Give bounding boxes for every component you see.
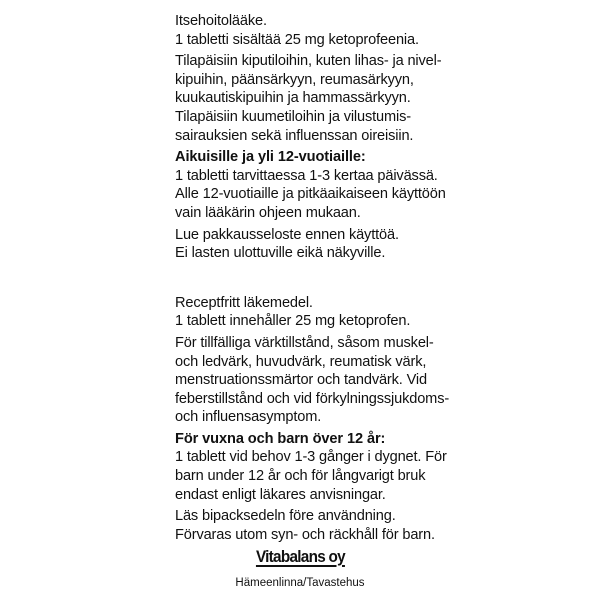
swedish-dosage-line: 1 tablett vid behov 1-3 gånger i dygnet. För (175, 449, 447, 466)
swedish-warning-line: Läs bipacksedeln före användning. (175, 508, 396, 525)
swedish-warning-line: Förvaras utom syn- och räckhåll för barn. (175, 526, 435, 543)
swedish-section (175, 294, 595, 545)
swedish-dosage-line: barn under 12 år och för långvarigt bruk (175, 468, 426, 485)
manufacturer-block (0, 547, 600, 589)
vitabalans-logo: Vitabalans oy (255, 547, 345, 566)
finnish-heading: Itsehoitolääke. (175, 13, 267, 29)
medicine-label-text (175, 12, 595, 544)
swedish-dosage-line: endast enligt läkares anvisningar. (175, 486, 386, 503)
swedish-indication-line: feberstillstånd och vid förkylningssjukdoms- (175, 390, 450, 407)
finnish-dosage-line: vain lääkärin ohjeen mukaan. (175, 204, 361, 221)
finnish-warning-line: Lue pakkausseloste ennen käyttöä. (175, 226, 399, 243)
manufacturer-city: Hämeenlinna/Tavastehus (235, 577, 365, 589)
finnish-warning-line: Ei lasten ulottuville eikä näkyville. (175, 245, 386, 262)
finnish-indication-line: sairauksien sekä influenssan oireisiin. (175, 127, 414, 144)
swedish-indication-line: och ledvärk, huvudvärk, reumatisk värk, (175, 353, 427, 370)
finnish-composition: 1 tabletti sisältää 25 mg ketoprofeenia. (175, 31, 419, 48)
swedish-dosage-heading: För vuxna och barn över 12 år: (175, 430, 386, 447)
finnish-indication-line: kuukautiskipuihin ja hammassärkyyn. (175, 90, 411, 107)
finnish-dosage-line: Alle 12-vuotiaille ja pitkäaikaiseen käyttöön (175, 186, 446, 203)
finnish-indication-line: kipuihin, päänsärkyyn, reumasärkyyn, (175, 71, 414, 88)
swedish-indication-line: För tillfälliga värktillstånd, såsom muskel- (175, 334, 434, 351)
swedish-heading: Receptfritt läkemedel. (175, 294, 313, 311)
finnish-indication-line: Tilapäisiin kuumetiloihin ja vilustumis- (175, 108, 411, 125)
swedish-indication-line: menstruationssmärtor och tandvärk. Vid (175, 372, 427, 389)
swedish-composition: 1 tablett innehåller 25 mg ketoprofen. (175, 313, 411, 330)
finnish-dosage-heading: Aikuisille ja yli 12-vuotiaille: (175, 149, 366, 166)
swedish-indication-line: och influensasymptom. (175, 409, 322, 426)
finnish-section (175, 12, 595, 263)
finnish-dosage-line: 1 tabletti tarvittaessa 1-3 kertaa päivässä. (175, 167, 438, 184)
finnish-indication-line: Tilapäisiin kiputiloihin, kuten lihas- ja nivel- (175, 53, 442, 70)
